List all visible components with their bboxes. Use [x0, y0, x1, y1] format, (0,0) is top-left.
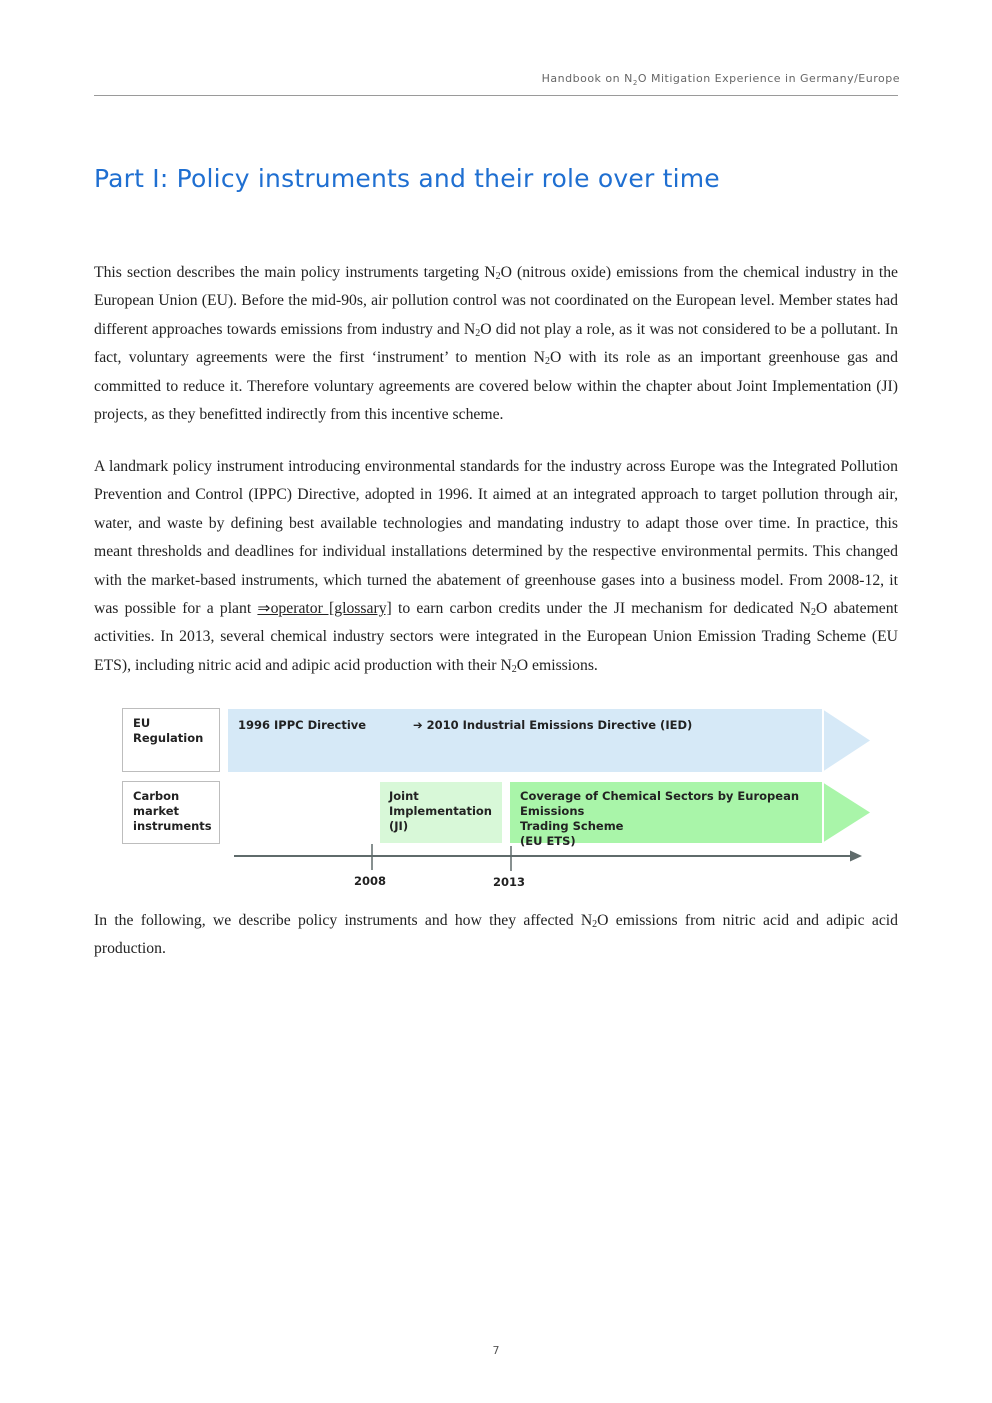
- time-axis-arrowhead: [850, 851, 862, 862]
- paragraph-text: O did not play a role, as it was not considered to be a pollutant. In fact, voluntary agreements were the first ‘instrument’ to mention N: [94, 320, 898, 367]
- joint-implementation-band: [380, 782, 502, 843]
- ippc-term: Integrated Pollution Prevention and Control: [94, 458, 898, 504]
- ets-band-arrowhead: [822, 782, 870, 843]
- eu-band-arrowhead: [822, 709, 870, 772]
- paragraph-text: to earn carbon credits under the JI mechanism for dedicated N: [391, 600, 811, 618]
- subscript: 2: [544, 356, 550, 368]
- row-label-line: market: [133, 804, 180, 818]
- subscript: 2: [495, 271, 501, 282]
- running-header-text-2: O Mitigation Experience in Germany/Europe: [637, 72, 900, 85]
- page-title: Part I: Policy instruments and their role over time: [94, 164, 720, 193]
- subscript: 2: [810, 607, 816, 619]
- row-label-eu-regulation: EU Regulation: [122, 708, 220, 772]
- page-number: 7: [492, 1344, 500, 1357]
- row-label-line: instruments: [133, 819, 212, 833]
- paragraph-text: (IPPC) Directive, adopted in 1996. It aimed at an integrated approach to target pollution through air, water, and waste by defining best available technologies and mandating industry to adapt those over time. In practice, this meant thresholds and deadlines for individual installations determined by the respective environmental permits. This changed with the market-based instruments, which turned the abatement of greenhouse gases into a business model. From 2008-12, it was possible for a plant: [94, 486, 898, 618]
- paragraph-text: O (nitrous oxide) emissions from the chemical industry in the European Union (EU). Before the mid-90s, air pollution control was not coordinated on the European level. Member states had different approaches towards emissions from industry and N: [94, 264, 898, 338]
- paragraph-ippc: [94, 453, 898, 680]
- glossary-link-operator[interactable]: ⇒operator [glossary]: [257, 600, 392, 618]
- running-header-subscript: 2: [632, 79, 638, 88]
- subscript: 2: [511, 663, 517, 675]
- paragraph-text: A landmark policy instrument introducing environmental standards for the industry across Europe was the: [94, 458, 773, 475]
- running-header: [542, 72, 900, 87]
- paragraph-text: O abatement activities. In 2013, several chemical industry sectors were integrated in the European Union Emission Trading Scheme (EU ETS), including nitric acid and adipic acid production with their N: [94, 600, 898, 674]
- ji-label-line: (JI): [389, 819, 409, 833]
- policy-timeline-diagram: [120, 706, 880, 896]
- header-rule: [94, 95, 898, 96]
- ied-label: ➔ 2010 Industrial Emissions Directive (IED): [413, 718, 693, 732]
- paragraph-following: [94, 907, 898, 964]
- paragraph-text: In the following, we describe policy instruments and how they affected N: [94, 912, 593, 929]
- eu-ets-band: [510, 782, 822, 848]
- tick-label-2008: 2008: [354, 874, 387, 888]
- ets-label-line: Coverage of Chemical Sectors by European Emissions: [520, 789, 800, 818]
- tick-label-2013: 2013: [493, 875, 526, 889]
- paragraph-text: This section describes the main policy instruments targeting N: [94, 264, 496, 281]
- ets-label-line: (EU ETS): [520, 834, 576, 848]
- ji-label-line: Implementation: [389, 804, 492, 818]
- ji-label-line: Joint: [389, 789, 419, 803]
- ippc-directive-label: 1996 IPPC Directive: [238, 718, 367, 732]
- paragraph-intro: [94, 259, 898, 429]
- paragraph-text: O emissions from nitric acid and adipic acid production.: [94, 912, 898, 958]
- running-header-text: Handbook on N: [541, 72, 633, 85]
- subscript: 2: [475, 327, 481, 339]
- row-label-line: Carbon: [133, 789, 180, 803]
- ets-label-line: Trading Scheme: [520, 819, 624, 833]
- paragraph-text: O emissions.: [516, 656, 598, 674]
- paragraph-text: O with its role as an important greenhouse gas and committed to reduce it. Therefore voluntary agreements are covered below within the chapter about Joint Implementation (JI) projects, as they benefitted indirectly from this incentive scheme.: [94, 349, 898, 424]
- eu-regulation-band: [228, 709, 822, 772]
- row-label-carbon-market: [122, 781, 220, 844]
- subscript: 2: [592, 919, 598, 930]
